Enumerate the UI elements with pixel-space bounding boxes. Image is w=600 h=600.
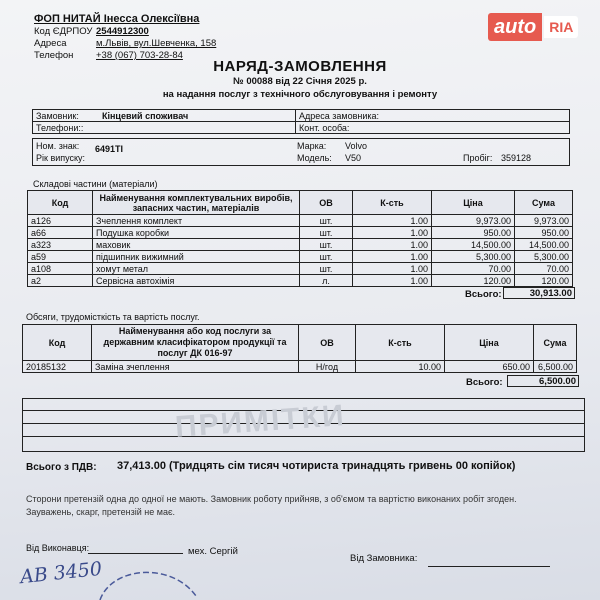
notes-label: ПРИМІТКИ: [174, 399, 347, 444]
parts-cell: 950.00: [515, 227, 573, 239]
parts-cell: 1.00: [353, 239, 432, 251]
executor-name: мех. Сергій: [188, 546, 238, 557]
parts-cell: 1.00: [353, 275, 432, 287]
parts-header-price: Ціна: [432, 191, 515, 215]
services-cell: 650.00: [445, 361, 534, 373]
customer-address-label: Адреса замовника:: [296, 110, 570, 122]
parts-cell: Сервісна автохімія: [93, 275, 300, 287]
parts-cell: 1.00: [353, 263, 432, 275]
auto-ria-logo: [488, 13, 578, 41]
phone-label: Телефон: [34, 50, 74, 61]
mileage-value: 359128: [501, 153, 532, 163]
notes-line-3: [23, 436, 584, 437]
parts-cell: л.: [300, 275, 353, 287]
parts-cell: шт.: [300, 263, 353, 275]
parts-cell: 1.00: [353, 227, 432, 239]
services-table: [22, 324, 577, 373]
parts-cell: а59: [28, 251, 93, 263]
phone-value: +38 (067) 703-28-84: [96, 50, 183, 61]
vehicle-box: [32, 138, 570, 166]
parts-cell: 14,500.00: [515, 239, 573, 251]
parts-cell: 1.00: [353, 251, 432, 263]
phones-label: Телефони::: [33, 122, 296, 134]
vat-label: Всього з ПДВ:: [26, 462, 97, 473]
parts-cell: шт.: [300, 239, 353, 251]
services-cell: 10.00: [356, 361, 445, 373]
contact-label: Конт. особа:: [296, 122, 570, 134]
code-label: Код ЄДРПОУ: [34, 26, 93, 37]
services-total-label: Всього:: [466, 377, 503, 388]
parts-header-code: Код: [28, 191, 93, 215]
year-label: Рік випуску:: [36, 153, 86, 163]
parts-cell: Зчеплення комплект: [93, 215, 300, 227]
parts-cell: а108: [28, 263, 93, 275]
services-header-unit: ОВ: [299, 325, 356, 361]
mileage-label: Пробіг:: [463, 153, 493, 163]
logo-ria-text: RIA: [544, 16, 578, 38]
parts-row: [28, 239, 573, 251]
parts-cell: 70.00: [515, 263, 573, 275]
parts-row: [28, 275, 573, 287]
customer-signature-label: Від Замовника:: [350, 553, 418, 564]
parts-header-name: Найменування комплектувальних виробів, запасних частин, матеріалів: [93, 191, 300, 215]
parts-row: [28, 227, 573, 239]
parts-cell: 5,300.00: [432, 251, 515, 263]
address-label: Адреса: [34, 38, 67, 49]
parts-cell: а2: [28, 275, 93, 287]
parts-row: [28, 251, 573, 263]
parts-cell: 70.00: [432, 263, 515, 275]
parts-cell: 950.00: [432, 227, 515, 239]
services-header-qty: К-сть: [356, 325, 445, 361]
services-header-name: Найменування або код послуги за державним класифікатором продукції та послуг ДК 016-97: [92, 325, 299, 361]
customer-value: Кінцевий споживач: [99, 110, 296, 122]
plate-value: 6491ТІ: [95, 144, 124, 154]
company-block: [34, 13, 216, 62]
document-number: № 00088 від 22 Січня 2025 р.: [233, 76, 367, 87]
stamp-circle-fragment: [92, 556, 202, 600]
services-header-price: Ціна: [445, 325, 534, 361]
parts-row: [28, 263, 573, 275]
logo-auto-text: auto: [488, 13, 542, 41]
parts-cell: 1.00: [353, 215, 432, 227]
model-label: Модель:: [297, 153, 332, 163]
executor-signature-label: Від Виконавця:: [26, 543, 90, 553]
make-label: Марка:: [297, 141, 327, 151]
services-cell: 20185132: [23, 361, 92, 373]
services-cell: Н/год: [299, 361, 356, 373]
document-title: НАРЯД-ЗАМОВЛЕННЯ: [213, 58, 387, 75]
parts-cell: Подушка коробки: [93, 227, 300, 239]
parts-cell: 9,973.00: [432, 215, 515, 227]
parts-cell: а66: [28, 227, 93, 239]
company-name: ФОП НИТАЙ Інесса Олексіївна: [34, 13, 200, 25]
parts-header-unit: ОВ: [300, 191, 353, 215]
plate-label: Ном. знак:: [36, 141, 80, 151]
parts-cell: а126: [28, 215, 93, 227]
customer-table: [32, 109, 570, 134]
parts-cell: шт.: [300, 215, 353, 227]
vat-value: 37,413.00 (Тридцять сім тисяч чотириста тринадцять гривень 00 копійок): [117, 460, 516, 472]
services-cell: 6,500.00: [534, 361, 577, 373]
services-cell: Заміна зчеплення: [92, 361, 299, 373]
address-value: м.Львів, вул.Шевченка, 158: [96, 38, 217, 49]
parts-cell: шт.: [300, 227, 353, 239]
parts-cell: підшипник вижимний: [93, 251, 300, 263]
executor-signature-line: [88, 553, 183, 554]
code-value: 2544912300: [96, 26, 149, 37]
customer-label: Замовник:: [33, 110, 100, 122]
parts-table: [27, 190, 573, 287]
parts-cell: 14,500.00: [432, 239, 515, 251]
services-row: [23, 361, 577, 373]
parts-cell: маховик: [93, 239, 300, 251]
parts-header-qty: К-сть: [353, 191, 432, 215]
parts-cell: 9,973.00: [515, 215, 573, 227]
parts-cell: 5,300.00: [515, 251, 573, 263]
parts-cell: 120.00: [432, 275, 515, 287]
parts-row: [28, 215, 573, 227]
parts-cell: хомут метал: [93, 263, 300, 275]
parts-header-sum: Сума: [515, 191, 573, 215]
make-value: Volvo: [345, 141, 368, 151]
document-subtitle: на надання послуг з технічного обслуговування і ремонту: [162, 89, 438, 100]
services-header-code: Код: [23, 325, 92, 361]
parts-cell: а323: [28, 239, 93, 251]
disclaimer-line-1: Сторони претензій одна до одної не мають. Замовник роботу прийняв, з об'ємом та вартістю виконаних робіт згоден.: [26, 494, 517, 504]
customer-signature-line: [428, 566, 550, 567]
services-total-value: 6,500.00: [507, 375, 579, 387]
parts-total-value: 30,913.00: [503, 287, 575, 299]
disclaimer-line-2: Зауважень, скарг, претензій не має.: [26, 507, 176, 517]
parts-total-label: Всього:: [465, 289, 502, 300]
services-header-sum: Сума: [534, 325, 577, 361]
services-section-label: Обсяги, трудомісткість та вартість послуг.: [26, 312, 200, 322]
model-value: V50: [345, 153, 362, 163]
parts-cell: шт.: [300, 251, 353, 263]
handwritten-note: AB 3450: [19, 557, 104, 589]
parts-cell: 120.00: [515, 275, 573, 287]
parts-section-label: Складові частини (матеріали): [33, 179, 158, 189]
